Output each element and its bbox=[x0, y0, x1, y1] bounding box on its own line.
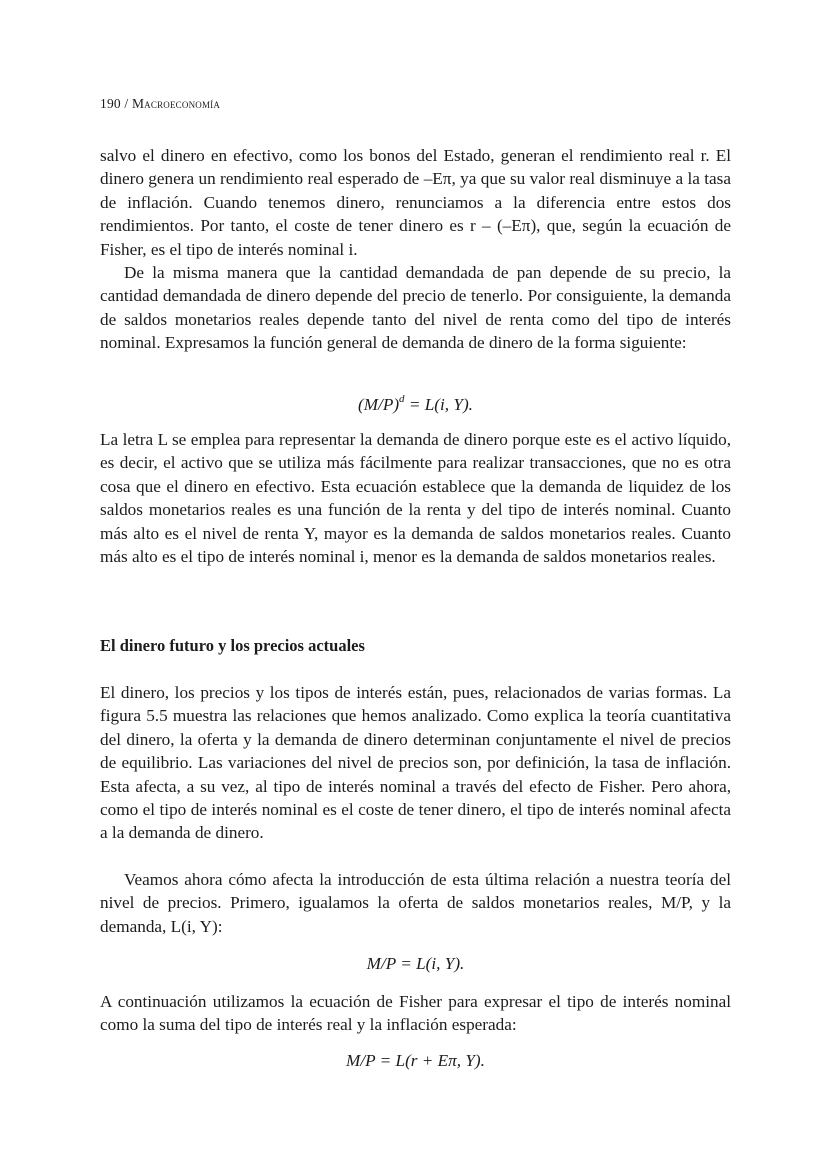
header-separator: / bbox=[120, 96, 132, 111]
equation-equilibrium: M/P = L(i, Y). bbox=[366, 954, 465, 973]
paragraph-5 bbox=[100, 868, 731, 938]
paragraph-4 bbox=[100, 681, 731, 845]
equation-fisher-substitution: M/P = L(r + Eπ, Y). bbox=[346, 1051, 485, 1070]
section-heading: El dinero futuro y los precios actuales bbox=[100, 636, 365, 655]
equation-1-rhs: = L(i, Y). bbox=[404, 395, 473, 414]
paragraph-2-text: De la misma manera que la cantidad demandada de pan depende de su precio, la cantidad demandada de dinero depende del precio de tenerlo. Por consiguiente, la demanda de saldos monetarios reales depende tanto del nivel de renta como del tipo de interés nominal. Expresamos la función general de demanda de dinero de la forma siguiente: bbox=[100, 263, 731, 353]
paragraph-3-text: La letra L se emplea para representar la demanda de dinero porque este es el activo líquido, es decir, el activo que se utiliza más fácilmente para realizar transacciones, que no es otra cosa que el dinero en efectivo. Esta ecuación establece que la demanda de liquidez de los saldos monetarios reales es una función de la renta y del tipo de interés nominal. Cuanto más alto es el nivel de renta Y, mayor es la demanda de saldos monetarios reales. Cuanto más alto es el tipo de interés nominal i, menor es la demanda de saldos monetarios reales. bbox=[100, 430, 731, 567]
page-number: 190 bbox=[100, 96, 121, 111]
equation-1-lhs: (M/P) bbox=[358, 395, 400, 414]
paragraph-3 bbox=[100, 428, 731, 568]
equation-money-demand bbox=[100, 393, 731, 415]
paragraph-6 bbox=[100, 990, 731, 1037]
paragraph-6-text: A continuación utilizamos la ecuación de Fisher para expresar el tipo de interés nominal como la suma del tipo de interés real y la inflación esperada: bbox=[100, 992, 731, 1035]
paragraph-1 bbox=[100, 144, 731, 261]
paragraph-2 bbox=[100, 261, 731, 355]
equation-1-superscript: d bbox=[399, 393, 405, 405]
paragraph-4-text: El dinero, los precios y los tipos de interés están, pues, relacionados de varias formas. La figura 5.5 muestra las relaciones que hemos analizado. Como explica la teoría cuantitativa del dinero, la oferta y la demanda de dinero determinan conjuntamente el nivel de precios de equilibrio. Las variaciones del nivel de precios son, por definición, la tasa de inflación. Esta afecta, a su vez, al tipo de interés nominal a través del efecto de Fisher. Pero ahora, como el tipo de interés nominal es el coste de tener dinero, el tipo de interés nominal afecta a la demanda de dinero. bbox=[100, 683, 731, 843]
book-title: Macroeconomía bbox=[131, 96, 221, 111]
paragraph-1-text: salvo el dinero en efectivo, como los bonos del Estado, generan el rendimiento real r. El dinero genera un rendimiento real esperado de –Eπ, ya que su valor real disminuye a la tasa de inflación. Cuando tenemos dinero, renunciamos a la diferencia entre estos dos rendimientos. Por tanto, el coste de tener dinero es r – (–Eπ), que, según la ecuación de Fisher, es el tipo de interés nominal i. bbox=[100, 146, 731, 259]
running-header bbox=[100, 96, 220, 112]
paragraph-5-text: Veamos ahora cómo afecta la introducción de esta última relación a nuestra teoría del nivel de precios. Primero, igualamos la oferta de saldos monetarios reales, M/P, y la demanda, L(i, Y): bbox=[100, 870, 731, 936]
